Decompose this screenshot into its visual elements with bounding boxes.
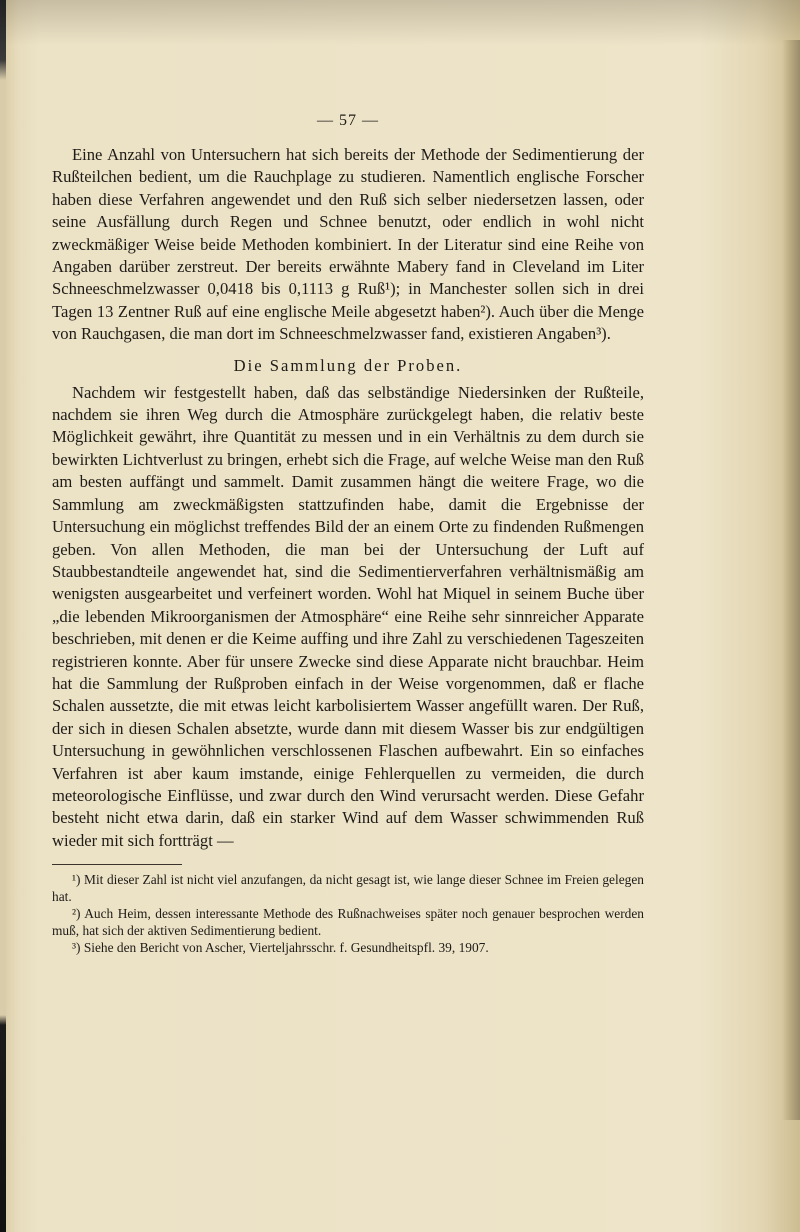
top-shadow (0, 0, 800, 45)
page-text (52, 112, 644, 956)
page-number: — 57 — (317, 112, 379, 129)
footnote-1: ¹) Mit dieser Zahl ist nicht viel anzufangen, da nicht gesagt ist, wie lange dieser Schnee im Freien gelegen hat. (52, 872, 644, 905)
footnote-3: ³) Siehe den Bericht von Ascher, Vierteljahrsschr. f. Gesundheitspfl. 39, 1907. (72, 940, 489, 956)
section-heading: Die Sammlung der Proben. (233, 355, 463, 375)
binding-edge (0, 0, 6, 1232)
paragraph-2: Nachdem wir festgestellt haben, daß das selbständige Niedersinken der Rußteile, nachdem sie ihren Weg durch die Atmosphäre zurückgelegt haben, die relativ beste Möglichkeit gewährt, ihre Quantität zu messen und in ein Verhältnis zu dem durch sie bewirkten Lichtverlust zu bringen, erhebt sich die Frage, auf welche Weise man den Ruß am besten auffängt und sammelt. Damit zusammen hängt die weitere Frage, wo die Sammlung am zweckmäßigsten stattzufinden habe, damit die Ergebnisse der Untersuchung ein möglichst treffendes Bild der an einem Orte zu findenden Rußmengen geben. Von allen Methoden, die man bei der Untersuchung der Luft auf Staubbestandteile angewendet hat, sind die Sedimentierverfahren verhältnismäßig am wenigsten ausgearbeitet und verfeinert worden. Wohl hat Miquel in seinem Buche über „die lebenden Mikroorganismen der Atmosphäre“ eine Reihe sehr sinnreicher Apparate beschrieben, mit denen er die Keime auffing und ihre Zahl zu verschiedenen Tageszeiten registrieren konnte. Aber für unsere Zwecke sind diese Apparate nicht brauchbar. Heim hat die Sammlung der Rußproben einfach in der Weise vorgenommen, daß er flache Schalen aussetzte, die mit etwas leicht karbolisiertem Wasser angefüllt waren. Der Ruß, der sich in diesen Schalen absetzte, wurde dann mit diesem Wasser bis zur endgültigen Untersuchung in gewöhnlichen verschlossenen Flaschen aufbewahrt. Ein so einfaches Verfahren ist aber kaum imstande, einige Fehlerquellen zu vermeiden, die durch meteorologische Einflüsse, und zwar durch den Wind verursacht werden. Diese Gefahr besteht nicht etwa darin, daß ein starker Wind auf dem Wasser schwimmenden Ruß wieder mit sich fortträgt — (52, 382, 644, 850)
page-edge-shadow (650, 40, 800, 1120)
paragraph-1: Eine Anzahl von Untersuchern hat sich bereits der Methode der Sedimentierung der Rußteilchen bedient, um die Rauchplage zu studieren. Namentlich englische Forscher haben diese Verfahren angewendet und den Ruß sich selber niedersetzen lassen, oder seine Ausfällung durch Regen und Schnee benutzt, oder endlich in wohl nicht zweckmäßiger Weise beide Methoden kombiniert. In der Literatur sind eine Reihe von Angaben darüber zerstreut. Der bereits erwähnte Mabery fand in Cleveland im Liter Schneeschmelzwasser 0,0418 bis 0,1113 g Ruß¹); in Manchester sollen sich in drei Tagen 13 Zentner Ruß auf eine englische Meile abgesetzt haben²). Auch über die Menge von Rauchgasen, die man dort im Schneeschmelzwasser fand, existieren Angaben³). (52, 145, 644, 344)
footnote-rule (52, 864, 182, 865)
footnote-2: ²) Auch Heim, dessen interessante Methode des Rußnachweises später noch genauer besprochen werden muß, hat sich der aktiven Sedimentierung bedient. (52, 906, 644, 939)
